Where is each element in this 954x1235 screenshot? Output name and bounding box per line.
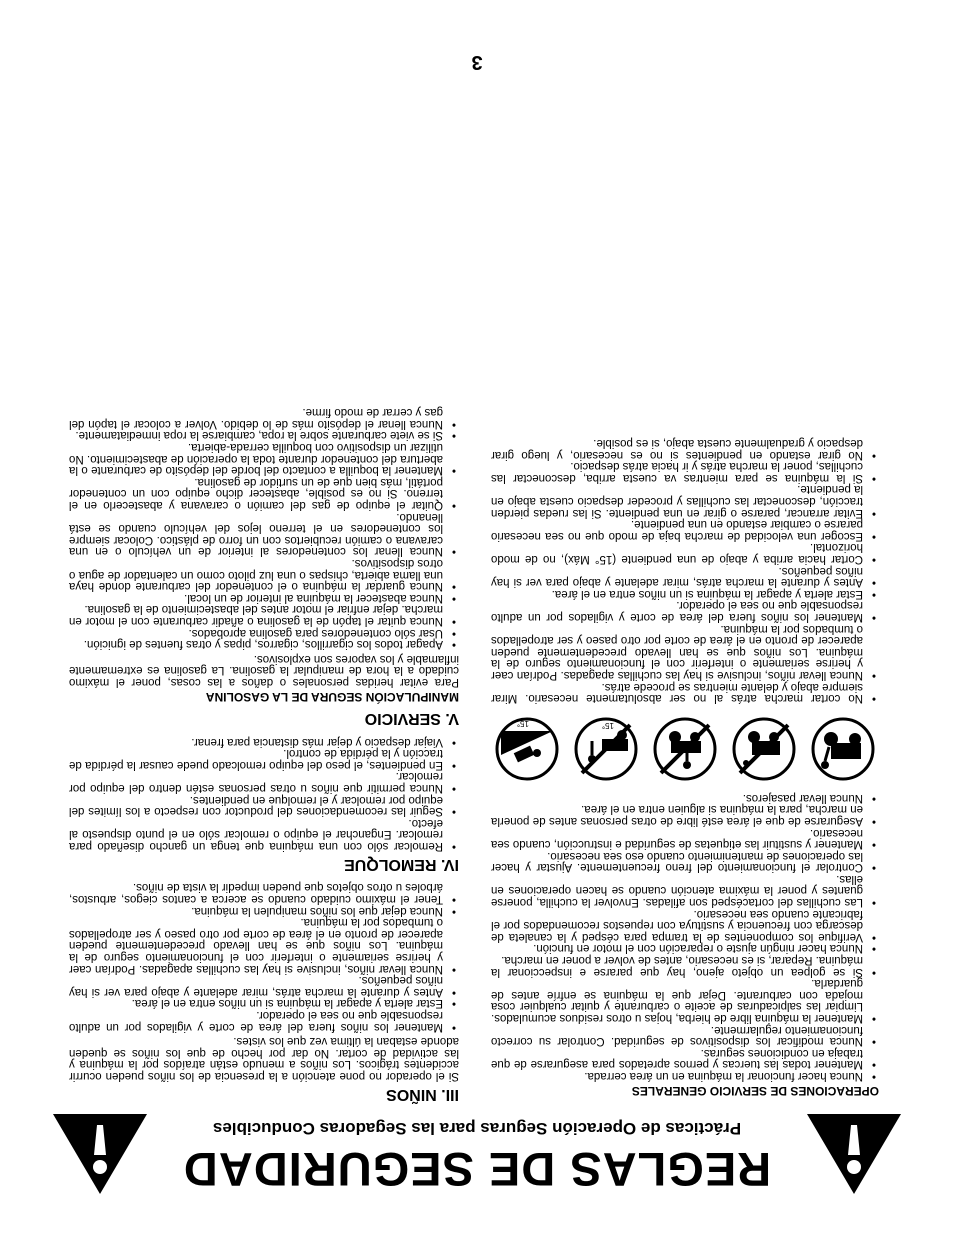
list-item: • Antes y durante la marcha atrás, mirar adelante y abajo para ver si hay niños pequeños. [69,974,459,997]
list-item: • Nunca modificar los dispositivos de seguridad. Controlar su correcto funcionamiento regularmente. [491,1023,879,1046]
list-item: • Verifique los componentes de la trampa para césped y la canaleta de descarga con frecuencia y sustituya con repuestos recomendados por el fabricante cuando sea necesario. [491,907,879,942]
subsection-heading: MANIPULACIÓN SEGURA DE LA GASOLINA [205,689,459,704]
page-number: 3 [471,51,483,73]
list-item: • Mantener los niños fuera del área de corte y vigilados por un adulto responsable que no sea el operador. [491,599,879,622]
page-subtitle: Prácticas de Operación Seguras para las Segadoras Conducibles [212,1119,742,1138]
list-item: • Nunca hacer ningún ajuste o reparación con el motor en función. [491,942,879,954]
list-item: • Si se golpea un objeto ajeno, hay que pararse e inspeccionar la máquina. Reparar, si es necesario, antes de volver a poner en marcha. [491,953,879,976]
slope-operation-list [491,437,879,704]
list-item: • Nunca guardar la máquina o el contenedor del carburante donde haya una llama abierta, chispas o una luz piloto como un calentador de agua o otros dispositivos. [69,556,459,591]
slope-label: 15° [601,721,614,731]
list-item: • Nunca llenar los contenedores al interior de un vehículo o en una caravana o camión recubiertos con un forro de plástico. Colocar siempre los contenedores en el terreno lejos del vehículo cuando se está llenando. [69,510,459,556]
list-item: • Cortar hacia arriba y abajo de una pendiente (15° Máx), no de modo horizontal. [491,541,879,564]
list-item: • Mantener todas las tuercas y pernos apretados para asegurarse de que trabaja en condiciones seguras. [491,1046,879,1069]
right-column [69,406,459,1103]
header [50,1109,904,1197]
list-item: • Nunca llevar pasajeros. [491,791,879,803]
hazard-icons [491,717,879,781]
list-item: • Estar alerta y apagar la máquina si un niños entra en el área. [491,587,879,599]
list-item: • Quitar el equipo de gas del camión o caravana y abastecerlo en el terreno. Si no es posible, abastecer dicho equipo con un contenedor portátil, más bien que de un surtidor de gasolina. [69,475,459,510]
list-item: • Nunca abastecer la máquina al interior de un local. [69,591,459,603]
list-item: • Si la máquina se para mientras va cuesta arriba, desconectar las cuchillas, poner la marcha atrás y ir hacia atrás despacio. [491,460,879,483]
list-item: • Viajar despacio y dejar más distancia para frenar. [69,735,459,747]
list-item: • Mantener la máquina libre de hierba, hojas u otros residuos acumulados. Limpiar las salpicaduras de aceite o carburante y quitar cualquier cosa mojada con carburante. Dejar que la máquina se enfríe antes de guardarla. [491,977,879,1023]
section-heading-servicio: V. SERVICIO [364,709,459,727]
list-item: • Mantener los niños fuera del área de corte y vigilados por un adulto responsable que no sea el operador. [69,1008,459,1031]
warning-triangle-icon [804,1111,904,1197]
section-heading-remolque: IV. REMOLQUE [344,855,459,873]
no-passengers-icon [653,717,717,781]
slope-rollover-icon [495,717,559,781]
list-item: • Las cuchillas del cortacésped son afiladas. Envolver la cuchilla, ponerse guantes y poner la máxima atención cuando se hacen operaciones en ellas. [491,872,879,907]
list-item: • Asegurarse de que el área esté libre de otras personas antes de ponerla en marcha, para la máquina si alguien entra en el área. [491,803,879,826]
list-item: • Nunca llenar el depósito más de lo debido. Volver a colocar el tapón del gas y cerrar de modo firme. [69,406,459,429]
no-children-icon [574,717,638,781]
service-list [491,791,879,1081]
section-intro: Si el operador no pone atención a la presencia de los niños pueden ocurrir accidentes trágicos. Los niños a menudo están atraídos por la máquina y las actividad de cortar. No dar por hecho de que los niños se queden adonde estaban la última vez que los vistes. [69,1035,459,1082]
list-item: • Nunca hacer funcionar la máquina en un área cerrada. [491,1069,879,1081]
list-item: • Si se viete carburante sobre la ropa, cambiarse la ropa inmediatamente. [69,429,459,441]
list-item: • Estar alerta y apagar la máquina si un niños entra en el área. [69,997,459,1009]
list-item: • Usar sólo contenedores para gasolina aprobados. [69,626,459,638]
section-heading: OPERACIONES DE SERVICIO GENERALES [631,1084,879,1098]
crush-hazard-icon [811,717,875,781]
list-item: • Nunca quitar el tapón de la gasolina o añadir carburante con el motor en marcha. dejar enfriar el motor antes del abastecimiento de la gasolina. [69,603,459,626]
fuel-list [69,406,459,649]
list-item: • No girar estando en pendientes si no es necesario, y luego girar despacio y gradualmente cuesta abajo, si es posible. [491,437,879,460]
list-item: • Mantener y sustituir las etiquetas de seguridad e instrucción, cuando sea necesario. [491,826,879,849]
list-item: • Seguir las recomendaciones del productor con respecto a los límites del equipo por remolcar y el remolque en pendientes. [69,793,459,816]
list-item: • Mantener la boquilla a contacto del borde del depósito de carburante o la abertura del contenedor durante toda la operación de abastecimiento. No utilizar un dispositivo con boquilla cerrada-abierta. [69,441,459,476]
list-item: • Nunca llevar niños, inclusive si hay las cuchillas apagadas. Podrían caer y herirse seriamente o interferir con el funcionamiento seguro de la máquina. Los niños que se han llevado precedentemente pueden aparecer de pronto en el área de corte por otro paseo y ser atropellados o tumbados por la máquina. [491,622,879,680]
list-item: • Controlar el funcionamiento del freno frecuentemente. Ajustar y hacer las operaciones de mantenimiento cuando eso sea necesario. [491,849,879,872]
slope-label: 15° [516,719,529,729]
list-item: • Tener el máximo cuidado cuando se acerca a cantos ciegos, arbustos, árboles u otros objetos que pueden impedir la vista de niños. [69,881,459,904]
towing-list [69,735,459,851]
section-intro: Para evitar heridas personales o daños a las cosas, poner el máximo cuidado a la hora de manipular la gasolina. La gasolina es extremamente inflamable y los vapores son explosivos. [69,652,459,688]
list-item: • Antes y durante la marcha atrás, mirar adelante y abajo para ver si hay niños pequeños. [491,564,879,587]
left-column [491,437,879,1104]
list-item: • Remolcar sólo con una máquina que tenga un gancho diseñado para remolcar. Enganchar el equipo o remolcar sólo en el punto dispuesto al efecto. [69,816,459,851]
list-item: • Apagar todos los cigarrillos, cigarros, pipas y otras fuentes de ignición. [69,638,459,650]
list-item: • Nunca dejar que los niños manipulen la máquina. [69,904,459,916]
list-item: • Nunca llevar niños, inclusive si hay las cuchillas apagadas. Podrían caer y herirse seriamente o interferir con el funcionamiento seguro de la máquina. Los niños que se han llevado precedentemente pueden aparecer de pronto en el área de corte por otro paseo y ser atropellados o tumbados por la máquina. [69,916,459,974]
list-item: • Escoger una velocidad de marcha baja de modo que no sea necesario pararse o cambiar estando en una pendiente. [491,518,879,541]
page-title: REGLAS DE SEGURIDAD [182,1143,772,1196]
thrown-object-hazard-icon [732,717,796,781]
section-heading-ninos: III. NIÑOS [386,1086,459,1103]
list-item: • Nunca permitir que niños u otras personas estén dentro del equipo por remolcar. [69,770,459,793]
list-item: • Evitar arrancar, pararse o girar en una pendiente. Si las ruedas pierden tracción, desconectar las cuchillas y proceder despacio cuesta abajo en la pendiente. [491,483,879,518]
list-item: • No cortar marcha atrás al no ser absolutamente necesario. Mirar siempre abajo y delante mientras se procede atrás. [491,680,879,703]
warning-triangle-icon [50,1111,150,1197]
list-item: • En pendientes, el peso del equipo remolcado puede causar la pérdida de tracción y la pérdida de control. [69,747,459,770]
children-list [69,881,459,1032]
